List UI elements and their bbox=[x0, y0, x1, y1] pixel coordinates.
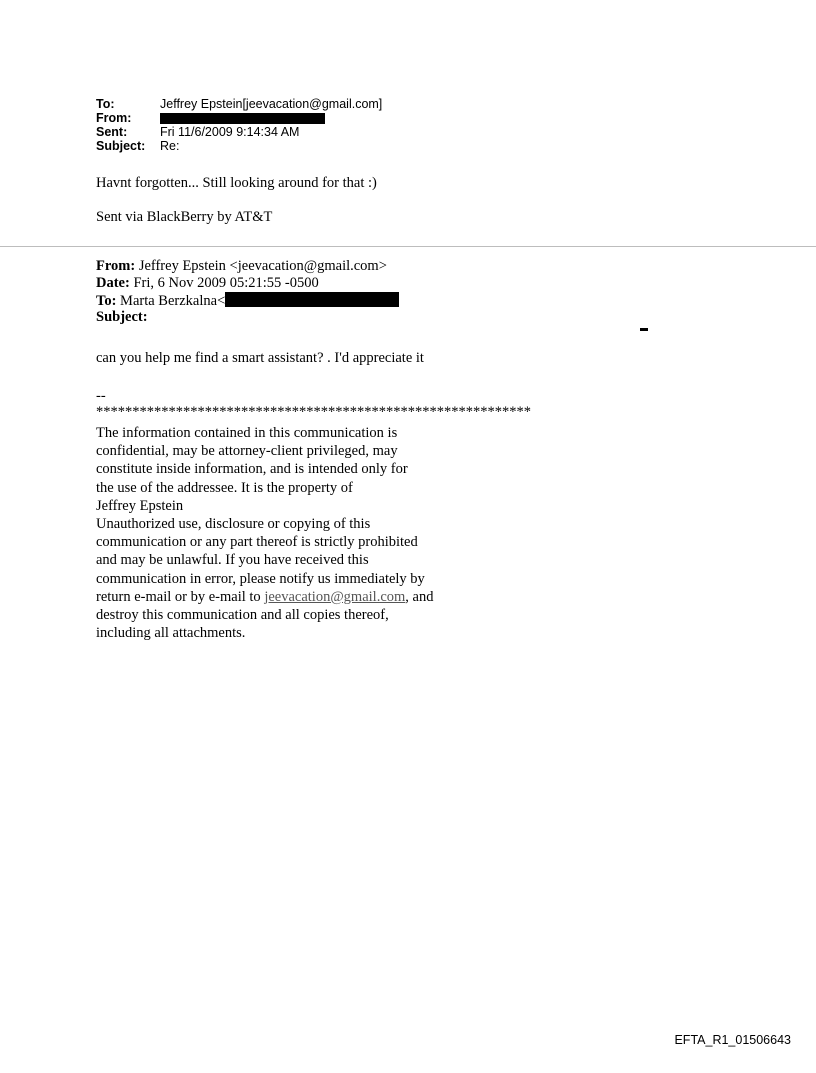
email-header bbox=[96, 97, 382, 153]
disclaimer-line: Jeffrey Epstein bbox=[96, 497, 184, 514]
header-subject-row bbox=[96, 139, 382, 153]
disclaimer-line: Unauthorized use, disclosure or copying of this bbox=[96, 516, 371, 533]
signature-dashes: -- bbox=[96, 388, 106, 404]
header-sent-row bbox=[96, 125, 382, 139]
signature-stars: ************************************************************ bbox=[96, 404, 531, 420]
to-value: Jeffrey Epstein[jeevacation@gmail.com] bbox=[160, 97, 383, 111]
quoted-header bbox=[96, 258, 399, 326]
subject-label: Subject: bbox=[96, 139, 146, 153]
quoted-to-value: Marta Berzkalna< bbox=[116, 293, 226, 309]
quoted-from-row bbox=[96, 258, 399, 275]
quoted-date-value: Fri, 6 Nov 2009 05:21:55 -0500 bbox=[129, 275, 319, 291]
document-id: EFTA_R1_01506643 bbox=[674, 1033, 791, 1047]
quoted-to-row bbox=[96, 292, 399, 309]
disclaimer-line: the use of the addressee. It is the property of bbox=[96, 479, 353, 496]
disclaimer-line: destroy this communication and all copies thereof, bbox=[96, 607, 389, 624]
quoted-from-label: From: bbox=[96, 258, 136, 274]
subject-value: Re: bbox=[160, 139, 180, 153]
quoted-date-label: Date: bbox=[96, 275, 130, 291]
quoted-subject-label: Subject: bbox=[96, 309, 148, 325]
disclaimer-line: communication or any part thereof is strictly prohibited bbox=[96, 534, 418, 551]
disclaimer-line bbox=[96, 588, 433, 606]
quoted-date-row bbox=[96, 275, 399, 292]
disclaimer-line: The information contained in this communication is bbox=[96, 425, 398, 441]
redaction-box bbox=[225, 292, 399, 307]
disclaimer-text: return e-mail or by e-mail to bbox=[96, 588, 265, 605]
sent-label: Sent: bbox=[96, 125, 128, 139]
sent-value: Fri 11/6/2009 9:14:34 AM bbox=[160, 125, 300, 139]
quoted-from-value: Jeffrey Epstein <jeevacation@gmail.com> bbox=[135, 258, 387, 274]
stray-mark bbox=[640, 328, 648, 331]
quoted-subject-row bbox=[96, 309, 399, 326]
divider bbox=[0, 246, 816, 247]
disclaimer-line: including all attachments. bbox=[96, 625, 246, 642]
disclaimer-line: and may be unlawful. If you have received this bbox=[96, 552, 369, 569]
header-from-row bbox=[96, 111, 382, 125]
disclaimer-line: confidential, may be attorney-client privileged, may bbox=[96, 443, 398, 460]
disclaimer-text: , and bbox=[405, 588, 434, 605]
disclaimer-line: communication in error, please notify us immediately by bbox=[96, 570, 425, 587]
from-label: From: bbox=[96, 111, 132, 125]
disclaimer-line: constitute inside information, and is intended only for bbox=[96, 461, 408, 478]
reply-line-2: Sent via BlackBerry by AT&T bbox=[96, 209, 273, 225]
to-label: To: bbox=[96, 97, 115, 111]
header-to-row bbox=[96, 97, 382, 111]
redaction-box bbox=[160, 113, 325, 124]
quoted-to-label: To: bbox=[96, 293, 117, 309]
disclaimer-block bbox=[96, 424, 433, 642]
quoted-message: can you help me find a smart assistant? . I'd appreciate it bbox=[96, 350, 424, 366]
reply-line-1: Havnt forgotten... Still looking around for that :) bbox=[96, 175, 377, 191]
email-link[interactable]: jeevacation@gmail.com bbox=[264, 588, 406, 605]
